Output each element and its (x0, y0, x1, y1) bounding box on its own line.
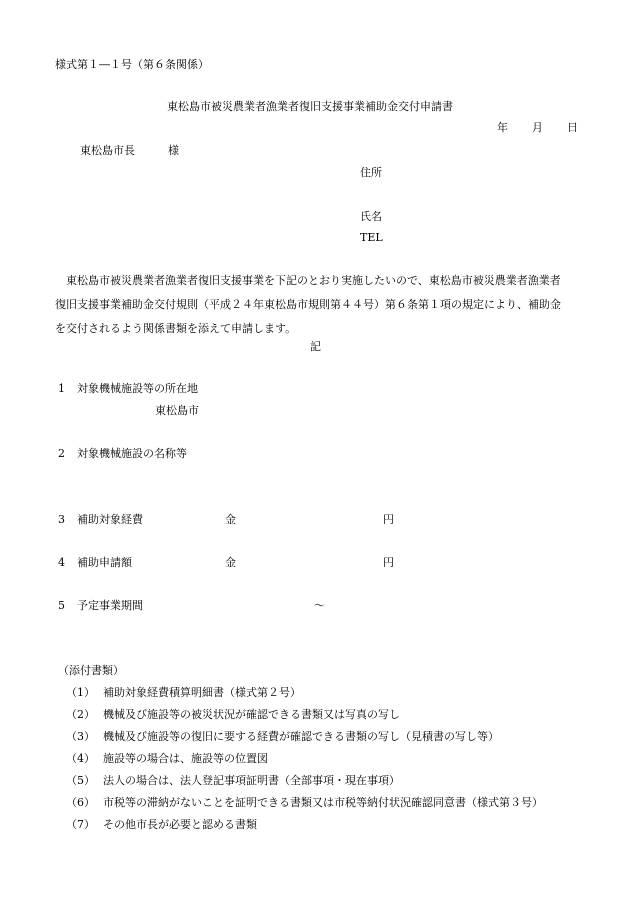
attachments-heading: （添付書類） (58, 664, 124, 677)
item-4-kin: 金 (225, 556, 236, 569)
item-1-value: 東松島市 (155, 404, 199, 417)
form-number: 様式第１―１号（第６条関係） (55, 58, 209, 71)
item-3-en: 円 (383, 513, 394, 526)
attachment-3-index: （3） (66, 730, 95, 743)
attachment-4-index: （4） (66, 752, 95, 765)
item-4-en: 円 (383, 556, 394, 569)
attachment-1-text: 補助対象経費積算明細書（様式第２号） (103, 686, 301, 699)
item-1-label: 対象機械施設等の所在地 (77, 382, 198, 395)
attachment-5-text: 法人の場合は、法人登記事項証明書（全部事項・現在事項） (103, 774, 400, 787)
attachment-6-index: （6） (66, 796, 95, 809)
item-3-kin: 金 (225, 513, 236, 526)
page-title: 東松島市被災農業者漁業者復旧支援事業補助金交付申請書 (167, 100, 453, 113)
item-2-label: 対象機械施設の名称等 (77, 447, 187, 460)
item-1-number: 1 (58, 382, 65, 395)
attachment-2-text: 機械及び施設等の被災状況が確認できる書類又は写真の写し (103, 708, 400, 721)
item-3-number: 3 (58, 513, 65, 526)
attachment-1-index: （1） (66, 686, 95, 699)
item-5-tilde: ～ (314, 599, 325, 612)
applicant-name-label: 氏名 (360, 210, 382, 223)
item-5-number: 5 (58, 599, 65, 612)
item-3-label: 補助対象経費 (77, 513, 143, 526)
application-body-text: 東松島市被災農業者漁業者復旧支援事業を下記のとおり実施したいので、東松島市被災農業者漁業者 復旧支援事業補助金交付規則（平成２４年東松島市規則第４４号）第６条第１項の規定により、補助金 を交付されるよう関係書類を添えて申請します。 (55, 274, 561, 335)
date-month: 月 (532, 121, 543, 134)
applicant-tel-label: TEL (360, 231, 383, 244)
item-4-number: 4 (58, 556, 65, 569)
attachment-6-text: 市税等の滞納がないことを証明できる書類又は市税等納付状況確認同意書（様式第３号） (103, 796, 543, 809)
ki-heading: 記 (310, 340, 321, 353)
item-5-label: 予定事業期間 (77, 599, 143, 612)
date-year: 年 (497, 121, 508, 134)
item-2-number: 2 (58, 447, 65, 460)
applicant-address-label: 住所 (360, 166, 382, 179)
attachment-7-text: その他市長が必要と認める書類 (103, 818, 257, 831)
addressee-honorific: 様 (168, 144, 179, 157)
addressee-name: 東松島市長 (80, 144, 135, 157)
attachment-3-text: 機械及び施設等の復旧に要する経費が確認できる書類の写し（見積書の写し等） (103, 730, 499, 743)
attachment-7-index: （7） (66, 818, 95, 831)
date-day: 日 (567, 121, 578, 134)
attachment-2-index: （2） (66, 708, 95, 721)
attachment-5-index: （5） (66, 774, 95, 787)
item-4-label: 補助申請額 (77, 556, 132, 569)
attachment-4-text: 施設等の場合は、施設等の位置図 (103, 752, 268, 765)
